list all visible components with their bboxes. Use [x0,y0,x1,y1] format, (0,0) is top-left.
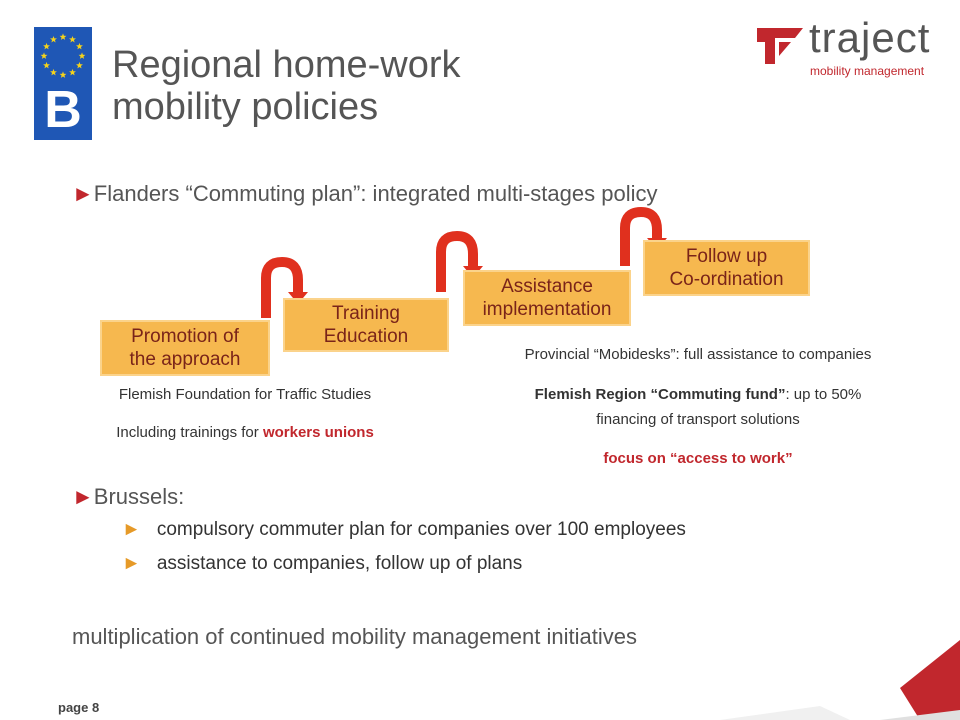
conclusion [72,624,637,650]
sub-bullet-marker: ► [122,519,141,540]
brussels-item-2-text: assistance to companies, follow up of plans [156,553,523,574]
brussels-item-2 [122,553,522,575]
title-line-1: Regional home-work [112,44,461,86]
bullet-marker: ► [72,181,94,206]
step-3-line-2: implementation [482,299,612,320]
brussels-item-1 [122,519,686,541]
step-1-line-2: the approach [129,349,241,370]
step-4-line-2: Co-ordination [669,269,784,290]
logo-wordmark: traject [809,14,931,61]
note-trainings-prefix: Including trainings for [116,424,263,441]
note-trainings [60,424,430,441]
step-promotion [100,320,270,376]
brussels-label: Brussels: [93,484,185,509]
note-fund-bold: Flemish Region “Commuting fund” [534,386,786,403]
step-follow-up [643,240,810,296]
sub-bullet-marker: ► [122,553,141,574]
step-3-line-1: Assistance [501,276,593,297]
brussels-item-1-text: compulsory commuter plan for companies over 100 employees [156,519,686,540]
note-fund [448,386,948,403]
note-fund-rest: : up to 50% [785,386,862,403]
step-1-line-1: Promotion of [131,326,239,347]
step-4-line-1: Follow up [685,246,768,267]
note-foundation: Flemish Foundation for Traffic Studies [118,386,372,403]
country-letter: B [44,81,82,139]
title-line-2: mobility policies [112,86,379,128]
note-trainings-highlight: workers unions [262,424,374,441]
note-focus: focus on “access to work” [603,450,793,467]
flanders-text: Flanders “Commuting plan”: integrated multi-stages policy [93,181,658,206]
page-number: page 8 [58,700,100,715]
step-2-line-1: Training [332,303,400,324]
step-assistance [463,270,631,326]
note-fund-line-2: financing of transport solutions [596,411,800,428]
brussels-bullet [72,484,184,510]
conclusion-text: multiplication of continued mobility management initiatives [72,624,637,649]
step-2-line-2: Education [323,326,409,347]
bullet-marker: ► [72,484,94,509]
logo-subtitle: mobility management [810,64,925,78]
step-training [283,298,449,352]
corner-decoration [720,640,960,720]
note-mobidesks: Provincial “Mobidesks”: full assistance to companies [524,346,872,363]
